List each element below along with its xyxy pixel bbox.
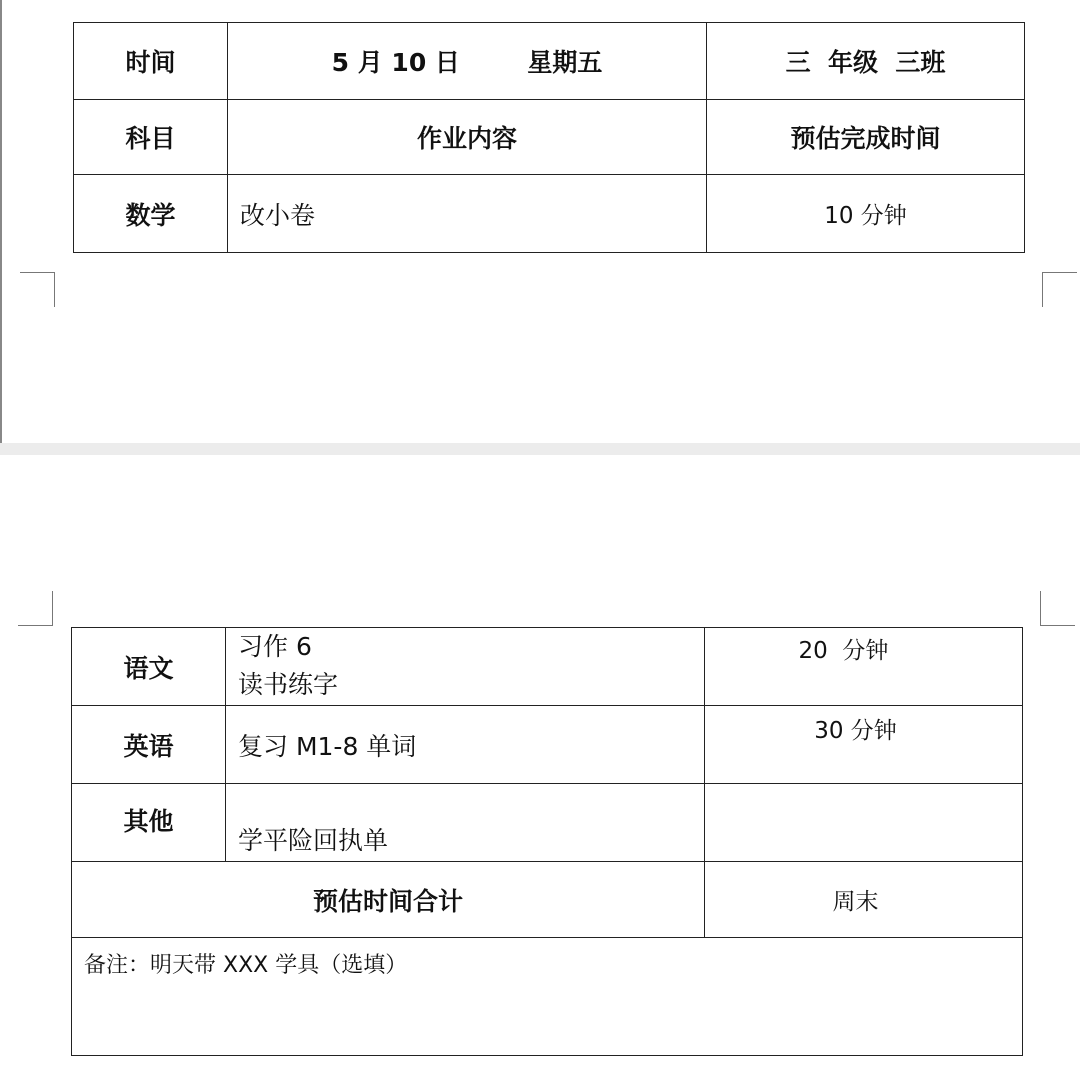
subject-other: 其他: [72, 784, 226, 862]
time-other: [705, 784, 1023, 862]
subject-english: 英语: [72, 706, 226, 784]
total-label: 预估时间合计: [72, 862, 705, 938]
total-row: [72, 862, 1023, 938]
content-english: 复习 M1-8 单词: [226, 706, 705, 784]
homework-table-part-2: [71, 627, 1023, 1056]
subject-header: 科目: [74, 100, 228, 175]
time-english: 30 分钟: [705, 706, 1023, 784]
content-chinese: [226, 628, 705, 706]
content-math: 改小卷: [228, 175, 707, 253]
total-value: 周末: [705, 862, 1023, 938]
content-line: 习作 6: [238, 632, 312, 661]
subject-chinese: 语文: [72, 628, 226, 706]
time-header: 预估完成时间: [707, 100, 1025, 175]
time-chinese: 20 分钟: [705, 628, 1023, 706]
table-row: [72, 784, 1023, 862]
time-math: 10 分钟: [707, 175, 1025, 253]
page-gap: [0, 443, 1080, 455]
crop-mark: [1042, 272, 1077, 307]
time-label: 时间: [74, 23, 228, 100]
table-row: [72, 706, 1023, 784]
date-cell: [228, 23, 707, 100]
note-row: [72, 938, 1023, 1056]
subject-math: 数学: [74, 175, 228, 253]
date-text: 5 月 10 日: [331, 48, 460, 77]
content-line: 读书练字: [238, 670, 339, 699]
homework-table-part-1: [73, 22, 1025, 253]
document-page-2: [0, 455, 1080, 1067]
header-row: [74, 23, 1025, 100]
class-cell: 三 年级 三班: [707, 23, 1025, 100]
table-row: [72, 628, 1023, 706]
crop-mark: [1040, 591, 1075, 626]
content-other: 学平险回执单: [226, 784, 705, 862]
content-header: 作业内容: [228, 100, 707, 175]
crop-mark: [20, 272, 55, 307]
document-page-1: [0, 0, 1080, 443]
crop-mark: [18, 591, 53, 626]
note-text: 备注：明天带 XXX 学具（选填）: [72, 938, 1023, 1056]
weekday-text: 星期五: [527, 48, 603, 77]
column-header-row: [74, 100, 1025, 175]
table-row: [74, 175, 1025, 253]
